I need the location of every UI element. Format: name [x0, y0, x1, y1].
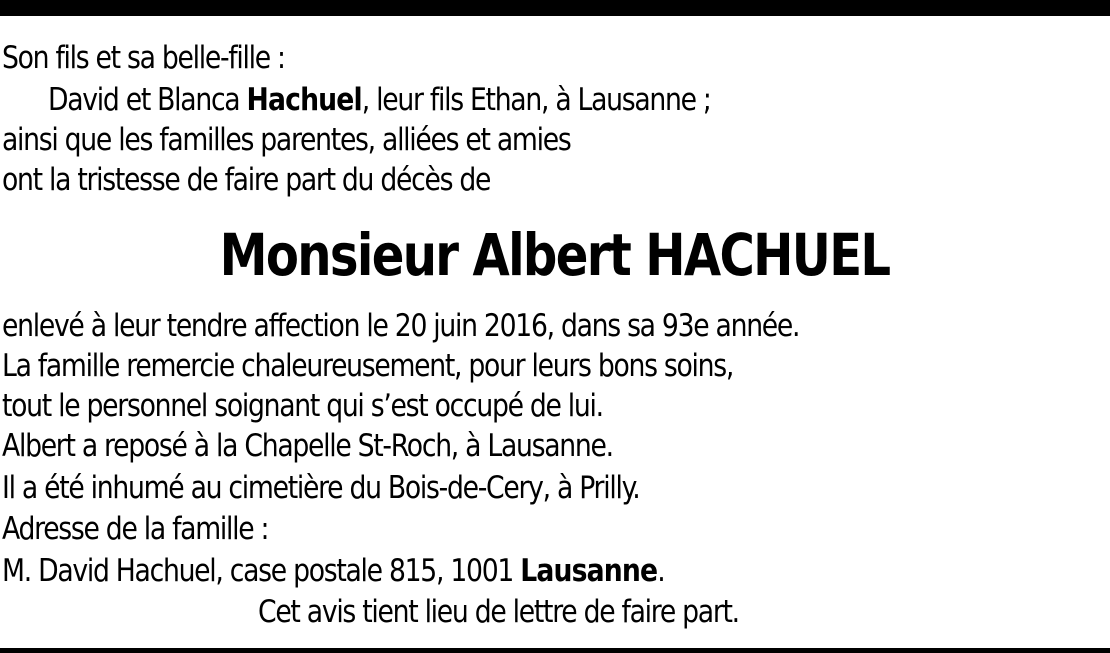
address-post: . — [657, 553, 665, 589]
family-surname: Hachuel — [246, 82, 362, 118]
intro-line-2-post: , leur fils Ethan, à Lausanne ; — [361, 82, 711, 118]
intro-line-2-pre: David et Blanca — [48, 82, 247, 118]
body-line-5: Il a été inhumé au cimetière du Bois-de-Cery, à Prilly. — [2, 470, 640, 506]
intro-line-3: ainsi que les familles parentes, alliées et amies — [2, 122, 571, 158]
intro-line-4: ont la tristesse de faire part du décès de — [2, 162, 491, 198]
body-line-4: Albert a reposé à la Chapelle St-Roch, à Lausanne. — [2, 428, 613, 464]
body-line-8: Cet avis tient lieu de lettre de faire part. — [258, 594, 739, 630]
address-city: Lausanne — [520, 553, 658, 589]
top-rule — [0, 0, 1110, 16]
deceased-name-text: Monsieur Albert HACHUEL — [220, 221, 890, 289]
body-line-6: Adresse de la famille : — [2, 511, 269, 547]
body-line-2: La famille remercie chaleureusement, pour leurs bons soins, — [2, 348, 734, 384]
deceased-name — [0, 222, 1110, 288]
bottom-rule — [0, 648, 1110, 653]
body-line-3: tout le personnel soignant qui s’est occupé de lui. — [2, 388, 603, 424]
address-pre: M. David Hachuel, case postale 815, 1001 — [2, 553, 521, 589]
body-line-1: enlevé à leur tendre affection le 20 juin 2016, dans sa 93e année. — [2, 308, 800, 344]
intro-line-1: Son fils et sa belle-fille : — [2, 40, 285, 76]
intro-line-2 — [48, 80, 711, 120]
body-line-7 — [2, 551, 664, 591]
